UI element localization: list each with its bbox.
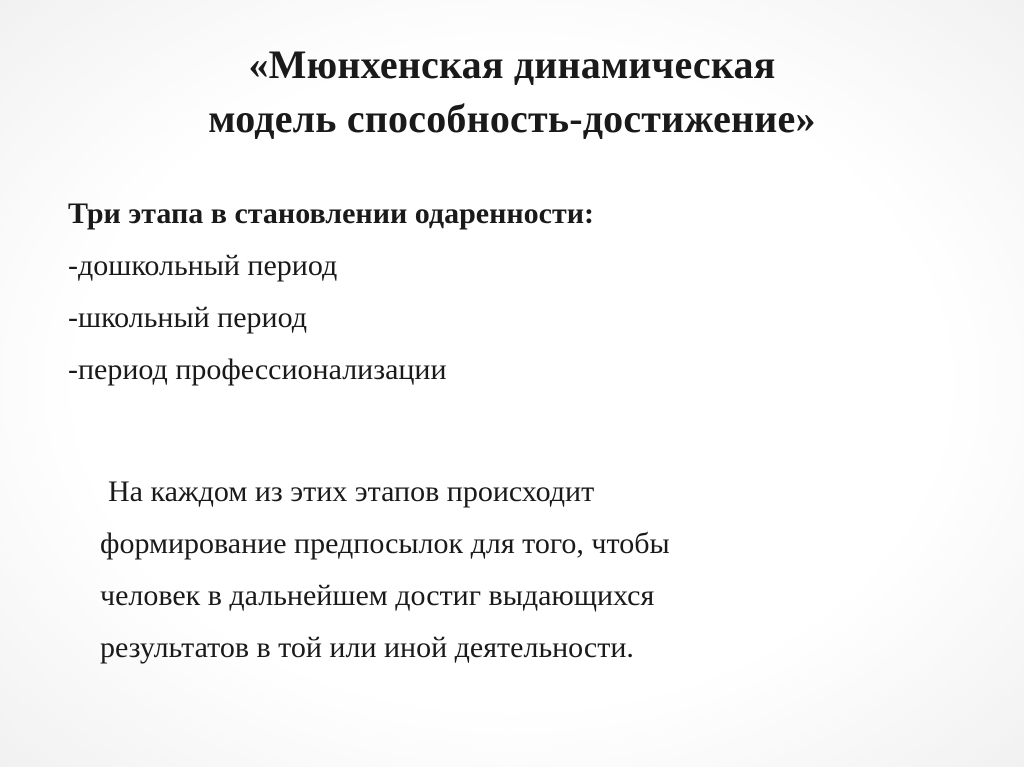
body-paragraph [100, 466, 960, 674]
stage-item-professional: -период профессионализации [68, 353, 447, 386]
slide-title [60, 38, 964, 146]
stages-list [68, 188, 948, 396]
stages-heading: Три этапа в становлении одаренности: [68, 197, 594, 230]
title-line-1: «Мюнхенская динамическая [248, 42, 776, 87]
paragraph-line-3: человек в дальнейшем достиг выдающихся [100, 579, 655, 612]
title-line-2: модель способность-достижение» [208, 96, 816, 141]
paragraph-line-1: На каждом из этих этапов происходит [108, 475, 595, 508]
paragraph-line-2: формирование предпосылок для того, чтобы [100, 527, 670, 560]
stage-item-preschool: -дошкольный период [68, 249, 338, 282]
paragraph-line-4: результатов в той или иной деятельности. [100, 631, 634, 664]
stage-item-school: -школьный период [68, 301, 307, 334]
